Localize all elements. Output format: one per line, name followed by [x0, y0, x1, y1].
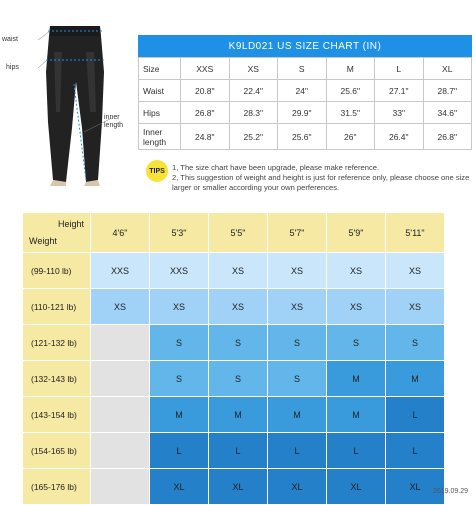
weight-row	[23, 325, 445, 361]
empty-cell	[91, 433, 150, 469]
size-header-cell: XL	[423, 58, 472, 80]
size-cell: S	[268, 325, 327, 361]
size-cell: S	[209, 361, 268, 397]
empty-cell	[91, 469, 150, 505]
size-cell: XS	[150, 289, 209, 325]
empty-cell	[91, 397, 150, 433]
size-cell: XL	[386, 469, 445, 505]
size-cell: M	[327, 397, 386, 433]
size-header-cell: Size	[139, 58, 181, 80]
tip-line: 1, The size chart have been upgrade, please make reference.	[172, 163, 380, 172]
weight-label: (132-143 lb)	[23, 361, 91, 397]
size-cell: XS	[386, 289, 445, 325]
size-cell: S	[268, 361, 327, 397]
measure-cell: 26.4"	[375, 124, 424, 150]
size-header-cell: XXS	[181, 58, 230, 80]
measure-cell: 25.6"	[278, 124, 327, 150]
size-cell: XS	[327, 289, 386, 325]
size-chart-header-row	[139, 58, 472, 80]
measure-cell: 25.2"	[229, 124, 278, 150]
size-chart-table	[138, 57, 472, 150]
empty-cell	[91, 325, 150, 361]
size-cell: S	[209, 325, 268, 361]
height-header-cell: 5'3"	[150, 213, 209, 253]
us-size-chart	[138, 35, 472, 150]
height-header-cell: 5'9"	[327, 213, 386, 253]
size-cell: S	[150, 325, 209, 361]
hips-callout: hips	[6, 64, 19, 71]
height-header-cell: 5'5"	[209, 213, 268, 253]
size-cell: XS	[209, 289, 268, 325]
tip-line: 2, This suggestion of weight and height is just for reference only, please choose one size larger or smaller according your own perferences.	[172, 173, 470, 192]
measure-cell: 26.8"	[181, 102, 230, 124]
weight-row	[23, 289, 445, 325]
size-cell: XS	[209, 253, 268, 289]
measure-cell: 29.9"	[278, 102, 327, 124]
size-chart-title: K9LD021 US SIZE CHART (IN)	[138, 35, 472, 57]
size-cell: L	[268, 433, 327, 469]
weight-label: (143-154 lb)	[23, 397, 91, 433]
weight-row	[23, 253, 445, 289]
size-header-cell: L	[375, 58, 424, 80]
measure-cell: 28.7"	[423, 80, 472, 102]
size-cell: S	[327, 325, 386, 361]
weight-label: (165-176 lb)	[23, 469, 91, 505]
measure-cell: 22.4"	[229, 80, 278, 102]
size-cell: M	[209, 397, 268, 433]
tips-text	[172, 163, 472, 193]
weight-row	[23, 469, 445, 505]
measure-cell: 20.8"	[181, 80, 230, 102]
size-cell: XL	[268, 469, 327, 505]
size-cell: XS	[268, 289, 327, 325]
size-cell: XS	[268, 253, 327, 289]
height-header-cell: 5'11"	[386, 213, 445, 253]
measure-cell: 33"	[375, 102, 424, 124]
size-cell: S	[386, 325, 445, 361]
row-label: Waist	[139, 80, 181, 102]
weight-row	[23, 361, 445, 397]
weight-height-grid	[22, 212, 445, 505]
size-cell: XXS	[150, 253, 209, 289]
weight-axis-label: Weight	[29, 236, 57, 246]
waist-row	[139, 80, 472, 102]
size-header-cell: S	[278, 58, 327, 80]
measure-cell: 26.8"	[423, 124, 472, 150]
size-cell: S	[150, 361, 209, 397]
size-cell: XS	[91, 289, 150, 325]
size-cell: M	[327, 361, 386, 397]
measure-cell: 27.1"	[375, 80, 424, 102]
size-cell: M	[386, 361, 445, 397]
height-header-row	[23, 213, 445, 253]
size-cell: XL	[150, 469, 209, 505]
size-cell: L	[209, 433, 268, 469]
weight-label: (154-165 lb)	[23, 433, 91, 469]
size-header-cell: XS	[229, 58, 278, 80]
size-cell: XL	[209, 469, 268, 505]
size-cell: XS	[327, 253, 386, 289]
size-cell: L	[386, 397, 445, 433]
size-header-cell: M	[326, 58, 375, 80]
measure-cell: 25.6"	[326, 80, 375, 102]
length-callout: length	[104, 122, 124, 129]
measure-cell: 26"	[326, 124, 375, 150]
leggings-product-image	[20, 12, 130, 188]
measure-cell: 28.3"	[229, 102, 278, 124]
size-cell: M	[268, 397, 327, 433]
height-axis-label: Height	[57, 219, 84, 229]
empty-cell	[91, 361, 150, 397]
size-cell: M	[150, 397, 209, 433]
inner-length-row	[139, 124, 472, 150]
measure-cell: 24"	[278, 80, 327, 102]
size-cell: XL	[327, 469, 386, 505]
inner-callout: inner	[104, 114, 120, 121]
tips-badge: TIPS	[146, 160, 168, 182]
height-header-cell: 4'6"	[91, 213, 150, 253]
size-cell: L	[150, 433, 209, 469]
hips-row	[139, 102, 472, 124]
size-cell: L	[327, 433, 386, 469]
weight-height-table	[22, 212, 445, 505]
measure-cell: 24.8"	[181, 124, 230, 150]
weight-row	[23, 397, 445, 433]
grid-corner	[23, 213, 91, 253]
measure-cell: 31.5"	[326, 102, 375, 124]
weight-label: (121-132 lb)	[23, 325, 91, 361]
weight-row	[23, 433, 445, 469]
waist-callout: waist	[2, 36, 18, 43]
weight-label: (99-110 lb)	[23, 253, 91, 289]
height-header-cell: 5'7"	[268, 213, 327, 253]
size-cell: XS	[386, 253, 445, 289]
size-cell: XXS	[91, 253, 150, 289]
measure-cell: 34.6"	[423, 102, 472, 124]
size-cell: L	[386, 433, 445, 469]
row-label: Inner length	[139, 124, 181, 150]
row-label: Hips	[139, 102, 181, 124]
chart-date: 2019.09.29	[432, 488, 468, 495]
weight-label: (110-121 lb)	[23, 289, 91, 325]
